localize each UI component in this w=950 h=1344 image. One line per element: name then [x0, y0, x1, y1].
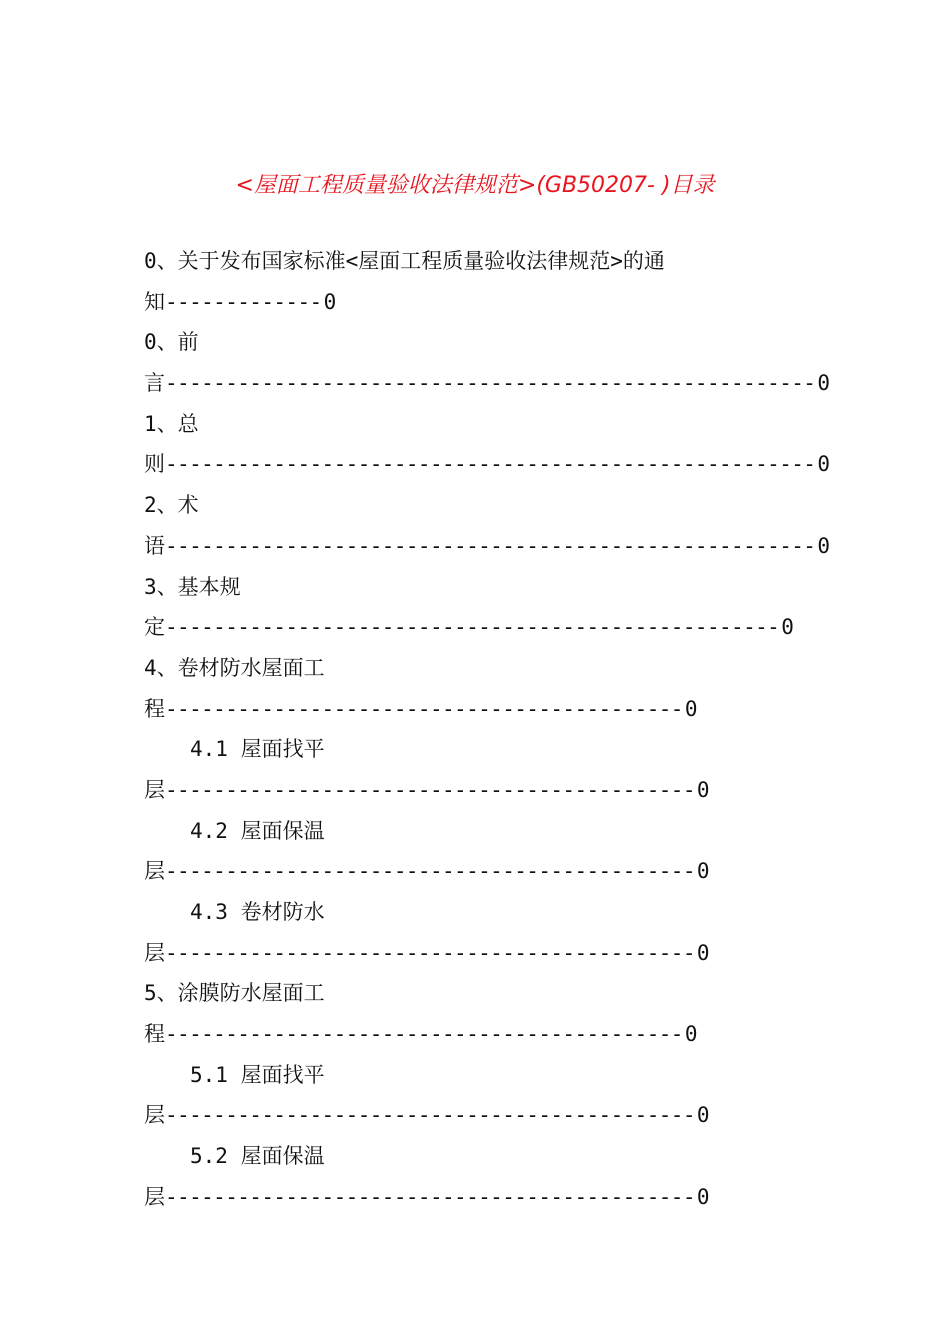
toc-entry-tail-char: 层	[144, 940, 165, 965]
toc-page-number: 0	[323, 289, 337, 314]
toc-entry-leader	[144, 444, 830, 485]
toc-dash-leader: --------------------------------------------	[165, 777, 695, 802]
toc-entry-heading: 4、卷材防水屋面工	[144, 655, 325, 680]
toc-dash-leader: ------------------------------------------------------	[165, 533, 816, 558]
toc-entry-leader	[144, 1177, 824, 1218]
toc-entry-leader	[144, 933, 824, 974]
toc-entry-heading: 5.2 屋面保温	[190, 1144, 325, 1169]
toc-entry-leader	[144, 1095, 824, 1136]
toc-page-number: 0	[696, 940, 710, 965]
document-title: <屋面工程质量验收法律规范>(GB50207- )目录	[235, 173, 715, 198]
toc-dash-leader: --------------------------------------------	[165, 1184, 695, 1209]
toc-dash-leader: ---------------------------------------------------	[165, 615, 780, 640]
toc-entry-leader	[144, 363, 830, 404]
toc-entry-tail-char: 定	[144, 615, 165, 640]
toc-entry-heading: 1、总	[144, 411, 199, 436]
toc-entry-tail-char: 层	[144, 777, 165, 802]
toc-page-number: 0	[696, 859, 710, 884]
toc-dash-leader: --------------------------------------------	[165, 1103, 695, 1128]
toc-entry-heading: 0、前	[144, 330, 199, 355]
toc-dash-leader: --------------------------------------------	[165, 859, 695, 884]
toc-page-number: 0	[817, 452, 830, 477]
toc-page-number: 0	[696, 777, 710, 802]
toc-entry-tail-char: 知	[144, 289, 165, 314]
toc-dash-leader: ------------------------------------------------------	[165, 371, 816, 396]
toc-entry-leader	[144, 689, 824, 730]
toc-entry-heading: 0、关于发布国家标准<屋面工程质量验收法律规范>的通	[144, 249, 665, 273]
toc-entry-heading: 4.2 屋面保温	[190, 818, 325, 843]
toc-entry-leader	[144, 770, 824, 811]
toc-page-number: 0	[696, 1103, 710, 1128]
toc-entry-leader	[144, 607, 824, 648]
toc-entry-leader	[144, 526, 830, 567]
toc-dash-leader: -------------------------------------------	[165, 696, 683, 721]
table-of-contents	[144, 241, 830, 1218]
toc-entry-heading: 4.1 屋面找平	[190, 737, 325, 762]
toc-entry-tail-char: 层	[144, 859, 165, 884]
toc-dash-leader: -------------	[165, 289, 322, 314]
toc-entry-tail-char: 层	[144, 1103, 165, 1128]
toc-page-number: 0	[781, 615, 794, 640]
toc-entry-heading: 5.1 屋面找平	[190, 1062, 325, 1087]
toc-entry-tail-char: 程	[144, 1022, 165, 1047]
toc-page-number: 0	[684, 1022, 698, 1047]
toc-dash-leader: -------------------------------------------	[165, 1022, 683, 1047]
toc-entry-heading: 3、基本规	[144, 574, 241, 599]
toc-page-number: 0	[817, 533, 830, 558]
toc-dash-leader: --------------------------------------------	[165, 940, 695, 965]
toc-page-number: 0	[817, 371, 830, 396]
toc-entry-leader	[144, 851, 824, 892]
toc-entry-tail-char: 程	[144, 696, 165, 721]
toc-entry-heading: 5、涂膜防水屋面工	[144, 981, 325, 1006]
toc-page-number: 0	[696, 1184, 710, 1209]
toc-entry-leader	[144, 282, 824, 323]
toc-entry-tail-char: 层	[144, 1184, 165, 1209]
toc-dash-leader: ------------------------------------------------------	[165, 452, 816, 477]
toc-entry-heading: 2、术	[144, 493, 199, 518]
toc-entry-tail-char: 言	[144, 371, 165, 396]
toc-entry-leader	[144, 1014, 824, 1055]
toc-entry-heading: 4.3 卷材防水	[190, 900, 325, 924]
toc-entry-tail-char: 语	[144, 533, 165, 558]
toc-entry-tail-char: 则	[144, 452, 165, 477]
toc-page-number: 0	[684, 696, 698, 721]
